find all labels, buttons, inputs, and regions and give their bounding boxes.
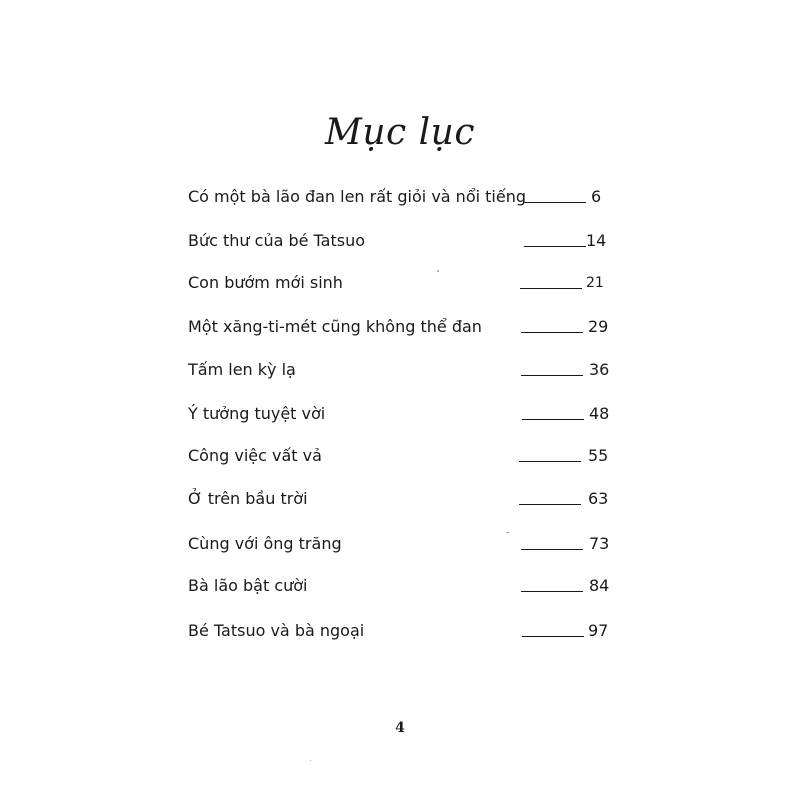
toc-leader-line <box>522 419 584 420</box>
toc-leader-line <box>519 504 581 505</box>
toc-entry <box>0 575 800 605</box>
toc-leader-line <box>519 461 581 462</box>
toc-entry-title: Có một bà lão đan len rất giỏi và nổi tiếng <box>188 187 526 206</box>
toc-entry-page: 73 <box>589 534 610 553</box>
toc-entry-page: 36 <box>589 360 610 379</box>
toc-entry-page: 29 <box>588 317 609 336</box>
toc-leader-line <box>522 636 584 637</box>
toc-entry-page: 55 <box>588 446 609 465</box>
toc-entry <box>0 316 800 346</box>
toc-leader-line <box>524 202 586 203</box>
paper-speck <box>437 270 439 272</box>
toc-entry <box>0 620 800 650</box>
toc-entry <box>0 230 800 260</box>
toc-entry-page: 48 <box>589 404 610 423</box>
toc-entry-title: Một xăng-ti-mét cũng không thể đan <box>188 317 482 336</box>
toc-entry-title: Bà lão bật cười <box>188 576 308 595</box>
toc-leader-line <box>521 549 583 550</box>
toc-entry-title: Bé Tatsuo và bà ngoại <box>188 621 365 640</box>
toc-entry-page: 84 <box>589 576 610 595</box>
toc-entry-title: Cùng với ông trăng <box>188 534 342 553</box>
toc-entry-title: Ở trên bầu trời <box>188 489 308 508</box>
paper-speck <box>506 532 509 533</box>
toc-entry <box>0 272 800 302</box>
toc-leader-line <box>524 246 586 247</box>
page-title: Mục lục <box>324 112 475 153</box>
toc-entry-page: 63 <box>588 489 609 508</box>
toc-entry <box>0 403 800 433</box>
page-number: 4 <box>395 720 405 736</box>
toc-entry-title: Con bướm mới sinh <box>188 273 343 292</box>
toc-entry <box>0 445 800 475</box>
toc-entry-page: 6 <box>591 187 602 206</box>
toc-entry-page: 97 <box>588 621 609 640</box>
toc-entry <box>0 533 800 563</box>
toc-entry-title: Tấm len kỳ lạ <box>188 360 296 379</box>
toc-leader-line <box>521 332 583 333</box>
toc-leader-line <box>521 375 583 376</box>
toc-entry-title: Công việc vất vả <box>188 446 322 465</box>
toc-entry-page: 14 <box>586 231 607 250</box>
paper-speck <box>310 760 311 761</box>
toc-entry <box>0 359 800 389</box>
toc-entry <box>0 186 800 216</box>
toc-entry <box>0 488 800 518</box>
toc-entry-title: Ý tưởng tuyệt vời <box>188 404 326 423</box>
toc-entry-title: Bức thư của bé Tatsuo <box>188 231 366 250</box>
toc-leader-line <box>520 288 582 289</box>
toc-leader-line <box>521 591 583 592</box>
toc-entry-page: 21 <box>586 275 604 291</box>
